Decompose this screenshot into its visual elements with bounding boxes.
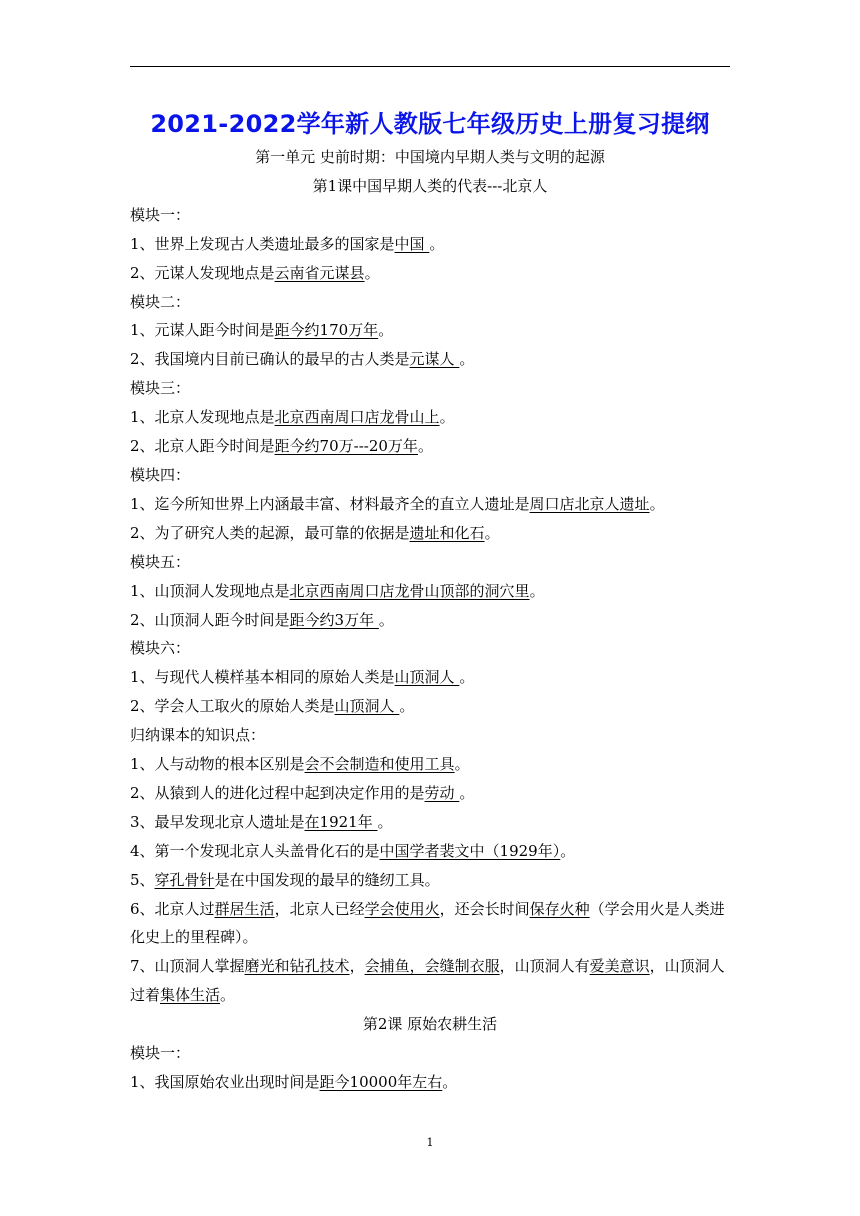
line-text: 。 <box>377 812 393 831</box>
text-line <box>130 895 730 953</box>
text-line <box>130 634 730 663</box>
text-line <box>130 721 730 750</box>
line-text: 。 <box>454 755 470 774</box>
answer-text: 学会使用火 <box>364 899 440 918</box>
line-text: 2、北京人距今时间是 <box>130 437 275 456</box>
line-text: 2、从猿到人的进化过程中起到决定作用的是 <box>130 783 425 802</box>
line-text: 5、 <box>130 870 155 889</box>
header-rule <box>130 66 730 67</box>
answer-text: 距今约170万年 <box>274 321 379 340</box>
text-line <box>130 663 730 692</box>
text-line <box>130 374 730 403</box>
line-text: 。 <box>529 581 545 600</box>
text-line <box>130 837 730 866</box>
answer-text: 山顶洞人 <box>394 668 460 687</box>
line-text: 。 <box>378 321 394 340</box>
line-text: 6、北京人过 <box>130 899 215 918</box>
line-text: 。 <box>439 408 455 427</box>
text-line <box>130 548 730 577</box>
line-text: 模块三： <box>130 379 191 398</box>
text-line <box>130 779 730 808</box>
text-line <box>130 1068 730 1097</box>
line-text: 。 <box>417 437 433 456</box>
line-text: 。 <box>220 986 236 1005</box>
line-text: 第2课 原始农耕生活 <box>362 1015 498 1034</box>
answer-text: 会不会制造和使用工具 <box>304 755 455 774</box>
line-text: ，北京人已经 <box>274 899 365 918</box>
line-text: 第一单元 史前时期：中国境内早期人类与文明的起源 <box>255 148 605 166</box>
answer-text: 距今10000年左右 <box>319 1073 443 1091</box>
line-text: 模块五： <box>130 552 191 571</box>
line-text: 1、我国原始农业出现时间是 <box>130 1073 320 1091</box>
line-text: 模块一： <box>130 1044 191 1063</box>
answer-text: 会捕鱼，会缝制衣服 <box>364 957 500 976</box>
text-line <box>130 316 730 345</box>
line-text: 。 <box>649 494 665 513</box>
line-text: 。 <box>364 263 380 282</box>
line-text: 。 <box>459 350 475 369</box>
line-text: 模块六： <box>130 639 191 658</box>
text-line <box>130 345 730 374</box>
line-text: 1、迄今所知世界上内涵最丰富、材料最齐全的直立人遗址是 <box>130 494 530 513</box>
answer-text: 爱美意识 <box>589 957 650 976</box>
line-text: 2、山顶洞人距今时间是 <box>130 610 290 629</box>
line-text: 归纳课本的知识点： <box>130 726 266 745</box>
line-text: 1、北京人发现地点是 <box>130 408 275 427</box>
text-line <box>130 432 730 461</box>
line-text: 模块二： <box>130 292 191 311</box>
line-text: 7、山顶洞人掌握 <box>130 957 245 976</box>
line-text: 模块一： <box>130 205 191 224</box>
text-line <box>130 606 730 635</box>
section-heading <box>130 172 730 201</box>
answer-text: 周口店北京人遗址 <box>529 494 650 513</box>
line-text: 2、我国境内目前已确认的最早的古人类是 <box>130 350 410 369</box>
line-text: 。 <box>399 697 415 716</box>
text-line <box>130 490 730 519</box>
answer-text: 元谋人 <box>409 350 460 369</box>
text-line <box>130 866 730 895</box>
text-line <box>130 519 730 548</box>
text-line <box>130 692 730 721</box>
text-line <box>130 952 730 1010</box>
answer-text: 距今约70万---20万年 <box>274 437 418 456</box>
text-line <box>130 1039 730 1068</box>
text-line <box>130 201 730 230</box>
answer-text: 中国 <box>394 234 430 253</box>
line-text: 1、人与动物的根本区别是 <box>130 755 305 774</box>
line-text: 2、元谋人发现地点是 <box>130 263 275 282</box>
document-title: 2021-2022学年新人教版七年级历史上册复习提纲 <box>150 110 710 138</box>
line-text: 。 <box>429 234 445 253</box>
line-text: 2、为了研究人类的起源，最可靠的依据是 <box>130 523 410 542</box>
line-text: 2、学会人工取火的原始人类是 <box>130 697 335 716</box>
answer-text: 山顶洞人 <box>334 697 400 716</box>
answer-text: 距今约3万年 <box>289 610 379 629</box>
line-text: 。 <box>459 668 475 687</box>
page-number: 1 <box>426 1136 434 1149</box>
line-text: ， <box>349 957 365 976</box>
line-text: 。 <box>378 610 394 629</box>
line-text: 。 <box>560 841 576 860</box>
line-text: 1、山顶洞人发现地点是 <box>130 581 290 600</box>
text-line <box>130 259 730 288</box>
answer-text: 穿孔骨针 <box>154 870 215 889</box>
answer-text: 劳动 <box>424 783 460 802</box>
answer-text: 中国学者裴文中（1929年） <box>379 841 561 860</box>
text-line <box>130 577 730 606</box>
answer-text: 遗址和化石 <box>409 523 485 542</box>
line-text: （学会用火是人类进化史上的里程碑）。 <box>130 899 725 947</box>
line-text: 。 <box>442 1073 458 1091</box>
text-line <box>130 403 730 432</box>
line-text: 1、元谋人距今时间是 <box>130 321 275 340</box>
answer-text: 群居生活 <box>214 899 275 918</box>
line-text: ，还会长时间 <box>439 899 530 918</box>
text-line <box>130 230 730 259</box>
text-line <box>130 750 730 779</box>
text-line <box>130 808 730 837</box>
answer-text: 集体生活 <box>160 986 221 1005</box>
line-text: 第1课中国早期人类的代表---北京人 <box>312 176 548 195</box>
text-line <box>130 288 730 317</box>
line-text: 是在中国发现的最早的缝纫工具。 <box>214 870 440 889</box>
line-text: 1、世界上发现古人类遗址最多的国家是 <box>130 234 395 253</box>
answer-text: 北京西南周口店龙骨山顶部的洞穴里 <box>289 581 530 600</box>
answer-text: 云南省元谋县 <box>274 263 365 282</box>
answer-text: 北京西南周口店龙骨山上 <box>274 408 440 427</box>
line-text: ，山顶洞人过着 <box>130 957 725 1005</box>
document-body <box>130 143 730 1097</box>
line-text: ，山顶洞人有 <box>499 957 590 976</box>
section-heading <box>130 143 730 172</box>
line-text: 。 <box>459 783 475 802</box>
line-text: 4、第一个发现北京人头盖骨化石的是 <box>130 841 380 860</box>
line-text: 1、与现代人模样基本相同的原始人类是 <box>130 668 395 687</box>
line-text: 。 <box>484 523 500 542</box>
answer-text: 保存火种 <box>529 899 590 918</box>
answer-text: 在1921年 <box>304 812 378 831</box>
text-line <box>130 461 730 490</box>
section-heading <box>130 1010 730 1039</box>
answer-text: 磨光和钻孔技术 <box>244 957 350 976</box>
line-text: 模块四： <box>130 465 191 484</box>
line-text: 3、最早发现北京人遗址是 <box>130 812 305 831</box>
